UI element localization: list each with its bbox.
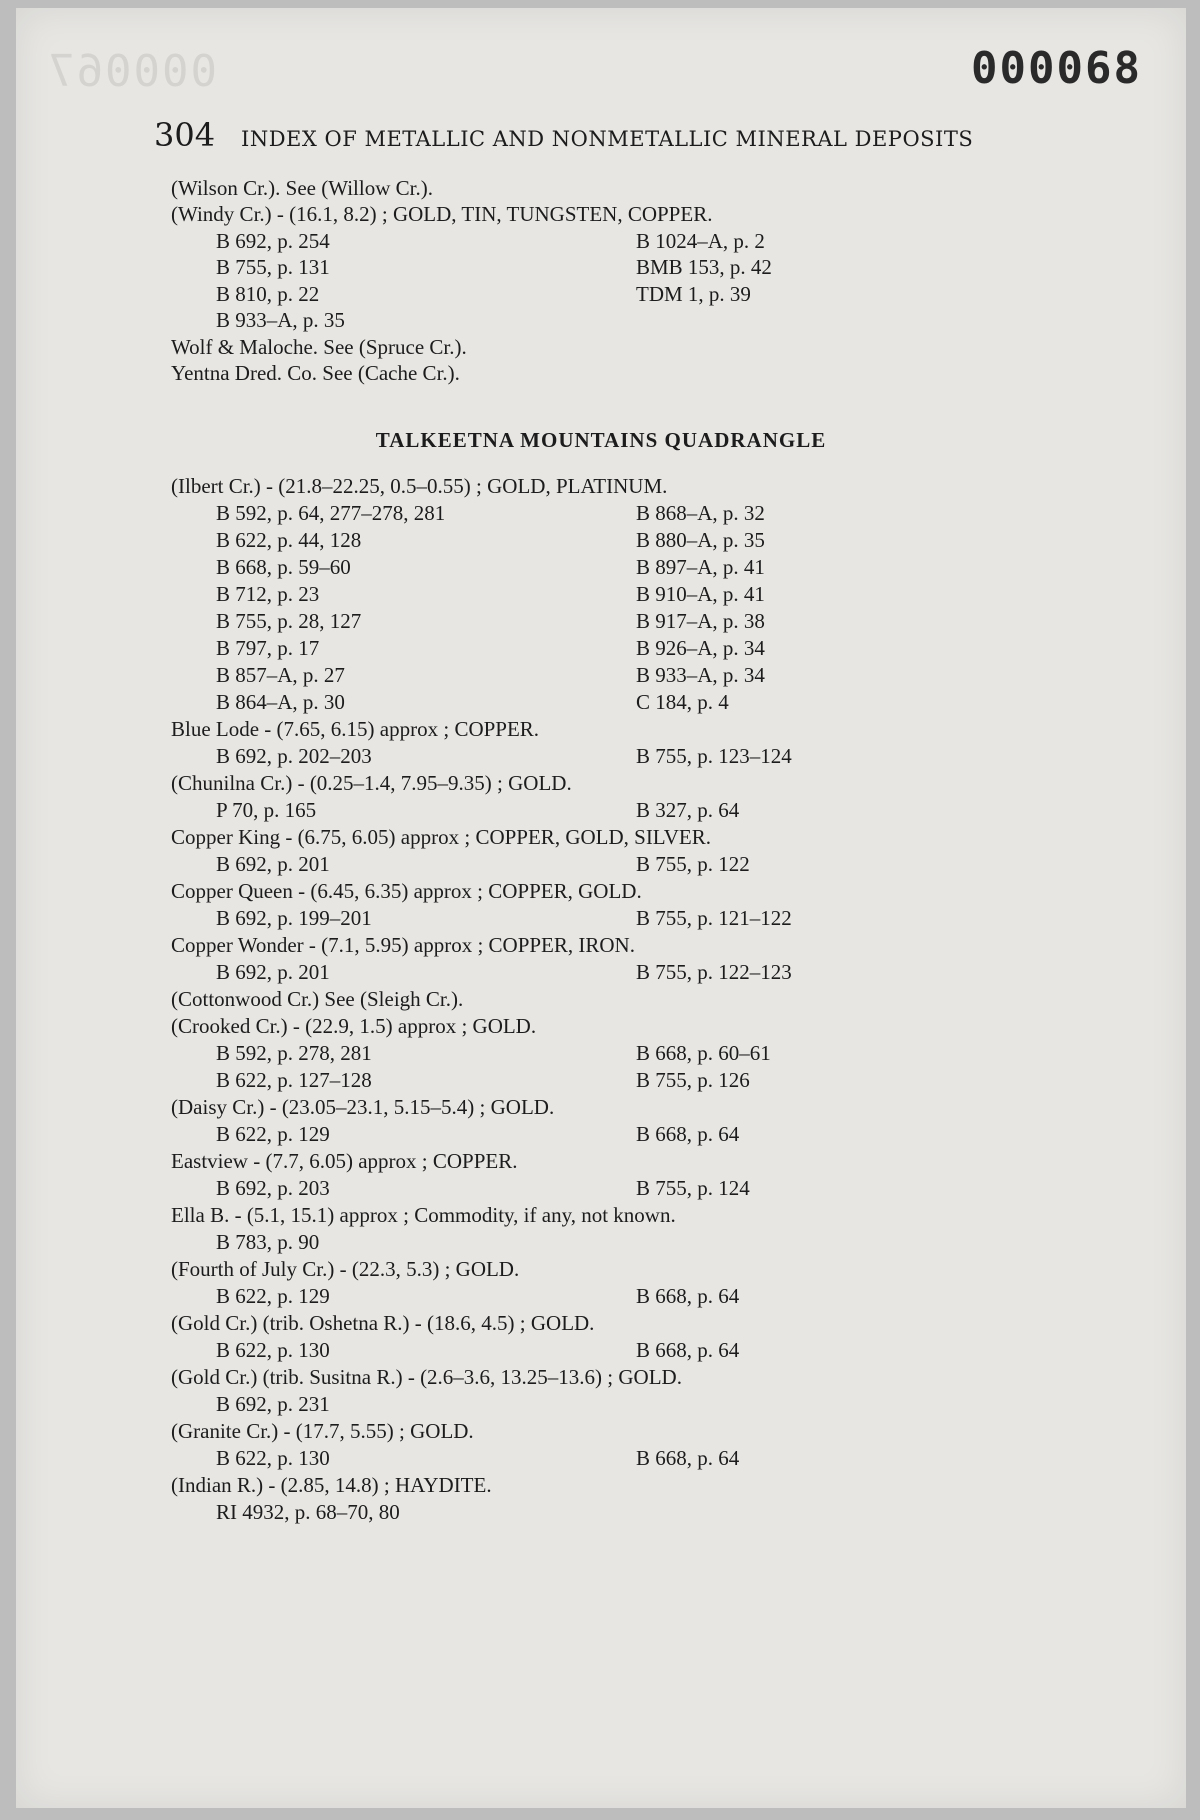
reference-citation: B 857–A, p. 27	[216, 663, 345, 687]
reference-citation: B 864–A, p. 30	[216, 690, 345, 714]
reference-citation: B 755, p. 131	[216, 255, 330, 279]
index-entry: Eastview - (7.7, 6.05) approx ; COPPER.	[171, 1149, 518, 1173]
page-stamp-number: 000068	[971, 43, 1142, 94]
index-entry: Copper Queen - (6.45, 6.35) approx ; COPPER, GOLD.	[171, 879, 642, 903]
reference-citation: B 755, p. 124	[636, 1176, 750, 1200]
index-entry: (Cottonwood Cr.) See (Sleigh Cr.).	[171, 987, 464, 1011]
reference-citation: TDM 1, p. 39	[636, 282, 751, 306]
reference-citation: B 668, p. 64	[636, 1284, 740, 1308]
reference-citation: B 797, p. 17	[216, 636, 320, 660]
reference-citation: B 622, p. 127–128	[216, 1068, 372, 1092]
reference-citation: B 755, p. 121–122	[636, 906, 792, 930]
index-entry: (Wilson Cr.). See (Willow Cr.).	[171, 176, 433, 200]
index-entry: Copper King - (6.75, 6.05) approx ; COPPER, GOLD, SILVER.	[171, 825, 711, 849]
reference-citation: B 810, p. 22	[216, 282, 320, 306]
index-entry: Wolf & Maloche. See (Spruce Cr.).	[171, 335, 467, 359]
reference-citation: BMB 153, p. 42	[636, 255, 772, 279]
reference-citation: B 926–A, p. 34	[636, 636, 765, 660]
section-heading: TALKEETNA MOUNTAINS QUADRANGLE	[375, 428, 827, 452]
reference-citation: B 755, p. 123–124	[636, 744, 792, 768]
index-entry: (Windy Cr.) - (16.1, 8.2) ; GOLD, TIN, TUNGSTEN, COPPER.	[171, 202, 713, 226]
reference-citation: B 592, p. 278, 281	[216, 1041, 372, 1065]
reference-citation: B 668, p. 64	[636, 1446, 740, 1470]
index-entry: (Ilbert Cr.) - (21.8–22.25, 0.5–0.55) ; GOLD, PLATINUM.	[171, 474, 668, 498]
index-entry: Ella B. - (5.1, 15.1) approx ; Commodity, if any, not known.	[171, 1203, 676, 1227]
reference-citation: P 70, p. 165	[216, 798, 317, 822]
reference-citation: B 622, p. 129	[216, 1284, 330, 1308]
reference-citation: B 692, p. 199–201	[216, 906, 372, 930]
index-entry: (Crooked Cr.) - (22.9, 1.5) approx ; GOLD.	[171, 1014, 537, 1038]
reference-citation: B 327, p. 64	[636, 798, 740, 822]
running-head-title: INDEX OF METALLIC AND NONMETALLIC MINERAL DEPOSITS	[241, 127, 974, 151]
reference-citation: B 783, p. 90	[216, 1230, 320, 1254]
reference-citation: B 668, p. 59–60	[216, 555, 351, 579]
page-number: 304	[154, 116, 216, 154]
reference-citation: B 868–A, p. 32	[636, 501, 765, 525]
reference-citation: B 692, p. 202–203	[216, 744, 372, 768]
reference-citation: B 933–A, p. 34	[636, 663, 765, 687]
reference-citation: B 622, p. 130	[216, 1338, 330, 1362]
reference-citation: B 755, p. 126	[636, 1068, 750, 1092]
reference-citation: B 692, p. 231	[216, 1392, 330, 1416]
index-entry: (Granite Cr.) - (17.7, 5.55) ; GOLD.	[171, 1419, 474, 1443]
index-entry: Yentna Dred. Co. See (Cache Cr.).	[171, 361, 460, 385]
reference-citation: B 622, p. 129	[216, 1122, 330, 1146]
reference-citation: B 692, p. 254	[216, 229, 330, 253]
reference-citation: B 910–A, p. 41	[636, 582, 765, 606]
index-entry: Blue Lode - (7.65, 6.15) approx ; COPPER.	[171, 717, 540, 741]
reference-citation: B 712, p. 23	[216, 582, 320, 606]
index-entry: (Chunilna Cr.) - (0.25–1.4, 7.95–9.35) ; GOLD.	[171, 771, 572, 795]
running-header	[154, 116, 1054, 154]
reference-citation: B 755, p. 28, 127	[216, 609, 362, 633]
index-entry: (Fourth of July Cr.) - (22.3, 5.3) ; GOLD.	[171, 1257, 520, 1281]
reference-citation: B 668, p. 60–61	[636, 1041, 771, 1065]
reference-citation: B 692, p. 203	[216, 1176, 330, 1200]
reference-citation: B 755, p. 122–123	[636, 960, 792, 984]
index-entry: (Daisy Cr.) - (23.05–23.1, 5.15–5.4) ; GOLD.	[171, 1095, 555, 1119]
reference-citation: B 668, p. 64	[636, 1122, 740, 1146]
reference-citation: B 755, p. 122	[636, 852, 750, 876]
reference-citation: B 897–A, p. 41	[636, 555, 765, 579]
index-entry: (Indian R.) - (2.85, 14.8) ; HAYDITE.	[171, 1473, 492, 1497]
index-entry: (Gold Cr.) (trib. Susitna R.) - (2.6–3.6, 13.25–13.6) ; GOLD.	[171, 1365, 682, 1389]
reference-citation: B 668, p. 64	[636, 1338, 740, 1362]
reference-citation: C 184, p. 4	[636, 690, 729, 714]
document-page	[16, 8, 1186, 1808]
index-entry: Copper Wonder - (7.1, 5.95) approx ; COPPER, IRON.	[171, 933, 635, 957]
reference-citation: B 622, p. 130	[216, 1446, 330, 1470]
reference-citation: B 1024–A, p. 2	[636, 229, 765, 253]
reference-citation: B 692, p. 201	[216, 852, 330, 876]
reference-citation: B 692, p. 201	[216, 960, 330, 984]
reference-citation: B 880–A, p. 35	[636, 528, 765, 552]
reference-citation: B 917–A, p. 38	[636, 609, 765, 633]
reference-citation: B 592, p. 64, 277–278, 281	[216, 501, 446, 525]
bleed-through-stamp: 000067	[46, 46, 217, 97]
reference-citation: B 933–A, p. 35	[216, 308, 345, 332]
index-entry: (Gold Cr.) (trib. Oshetna R.) - (18.6, 4.5) ; GOLD.	[171, 1311, 595, 1335]
reference-citation: RI 4932, p. 68–70, 80	[216, 1500, 400, 1524]
reference-citation: B 622, p. 44, 128	[216, 528, 362, 552]
